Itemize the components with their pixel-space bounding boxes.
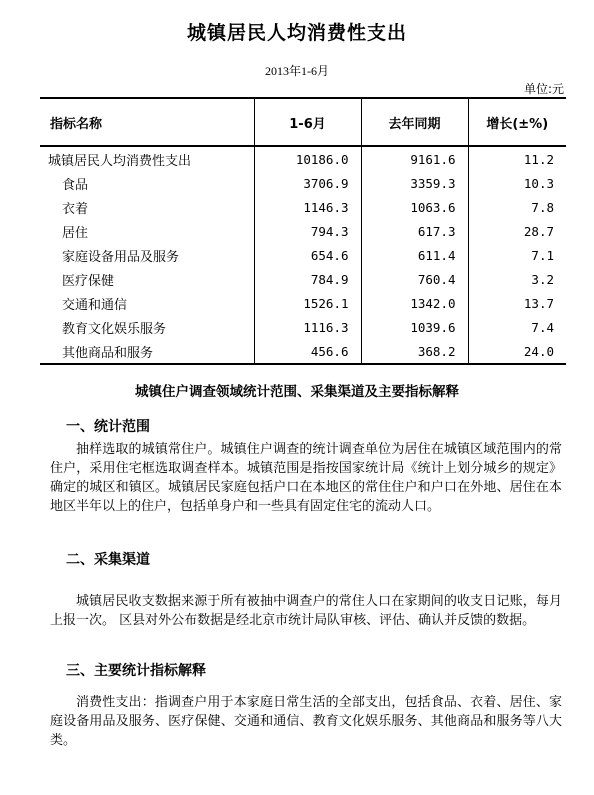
section-heading-definitions: 三、主要统计指标解释 — [66, 663, 206, 679]
section-heading-scope: 一、统计范围 — [66, 419, 150, 435]
row-last-year: 617.3 — [361, 219, 468, 243]
header-indicator-name: 指标名称 — [40, 98, 254, 146]
consumption-table — [40, 97, 566, 365]
row-current: 456.6 — [254, 339, 361, 364]
row-current: 1116.3 — [254, 315, 361, 339]
row-growth: 7.8 — [468, 195, 566, 219]
row-growth: 24.0 — [468, 339, 566, 364]
table-row — [40, 243, 566, 267]
row-last-year: 1063.6 — [361, 195, 468, 219]
table-header-row — [40, 98, 566, 146]
row-last-year: 760.4 — [361, 267, 468, 291]
table-row — [40, 339, 566, 364]
row-current: 784.9 — [254, 267, 361, 291]
row-growth: 3.2 — [468, 267, 566, 291]
period-label: 2013年1-6月 — [265, 64, 329, 78]
unit-label: 单位:元 — [523, 82, 564, 96]
row-name: 医疗保健 — [62, 273, 115, 289]
row-current: 3706.9 — [254, 171, 361, 195]
row-name: 城镇居民人均消费性支出 — [48, 153, 192, 169]
notes-title: 城镇住户调查领域统计范围、采集渠道及主要指标解释 — [135, 384, 459, 400]
table-row — [40, 267, 566, 291]
row-growth: 7.1 — [468, 243, 566, 267]
header-last-year: 去年同期 — [361, 98, 468, 146]
row-last-year: 611.4 — [361, 243, 468, 267]
row-growth: 11.2 — [468, 146, 566, 171]
row-name: 食品 — [62, 177, 89, 193]
table-row — [40, 219, 566, 243]
row-last-year: 1342.0 — [361, 291, 468, 315]
table-row — [40, 146, 566, 171]
row-current: 1526.1 — [254, 291, 361, 315]
table-row — [40, 171, 566, 195]
header-growth: 增长(±%) — [468, 98, 566, 146]
row-growth: 7.4 — [468, 315, 566, 339]
header-current-period: 1-6月 — [254, 98, 361, 146]
table-row — [40, 195, 566, 219]
row-last-year: 368.2 — [361, 339, 468, 364]
row-growth: 28.7 — [468, 219, 566, 243]
row-last-year: 1039.6 — [361, 315, 468, 339]
row-name: 交通和通信 — [62, 297, 128, 313]
row-last-year: 9161.6 — [361, 146, 468, 171]
row-current: 654.6 — [254, 243, 361, 267]
row-name: 家庭设备用品及服务 — [62, 249, 180, 265]
row-current: 1146.3 — [254, 195, 361, 219]
row-name: 其他商品和服务 — [40, 339, 254, 364]
row-current: 10186.0 — [254, 146, 361, 171]
page-title: 城镇居民人均消费性支出 — [186, 22, 407, 44]
row-name: 衣着 — [62, 201, 89, 217]
section-text-channel: 城镇居民收支数据来源于所有被抽中调查户的常住人口在家期间的收支日记账，每月上报一次。 区县对外公布数据是经北京市统计局队审核、评估、确认并反馈的数据。 — [50, 594, 562, 628]
table-row — [40, 315, 566, 339]
row-current: 794.3 — [254, 219, 361, 243]
table-row — [40, 291, 566, 315]
row-name: 教育文化娱乐服务 — [62, 321, 167, 337]
section-heading-channel: 二、采集渠道 — [66, 552, 150, 568]
section-text-definitions: 消费性支出：指调查户用于本家庭日常生活的全部支出，包括食品、衣着、居住、家庭设备用品及服务、医疗保健、交通和通信、教育文化娱乐服务、其他商品和服务等八大类。 — [50, 695, 562, 748]
row-last-year: 3359.3 — [361, 171, 468, 195]
row-growth: 13.7 — [468, 291, 566, 315]
row-growth: 10.3 — [468, 171, 566, 195]
section-text-scope: 抽样选取的城镇常住户。城镇住户调查的统计调查单位为居住在城镇区域范围内的常住户，采用住宅框选取调查样本。城镇范围是指按国家统计局《统计上划分城乡的规定》确定的城区和镇区。城镇居民家庭包括户口在本地区的常住住户和户口在外地、居住在本地区半年以上的住户，包括单身户和一些具有固定住宅的流动人口。 — [50, 442, 562, 514]
row-name: 居住 — [62, 225, 89, 241]
